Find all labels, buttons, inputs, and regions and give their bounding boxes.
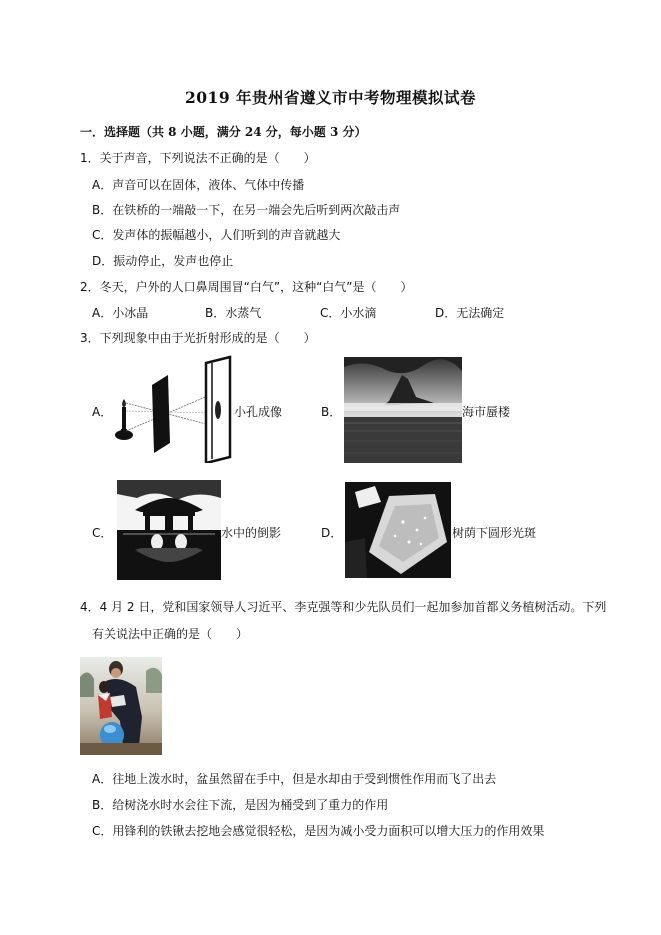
- question-3-option-b-letter: B．: [321, 405, 342, 419]
- question-1-stem: 1．关于声音，下列说法不正确的是（ ）: [80, 151, 316, 165]
- page-title: 2019 年贵州省遵义市中考物理模拟试卷: [184, 88, 477, 107]
- question-3-option-d-caption: 树荫下圆形光斑: [452, 526, 537, 540]
- pinhole-imaging-image: [112, 355, 234, 463]
- question-3-option-c-letter: C．: [92, 526, 113, 540]
- question-3-option-a-letter: A．: [92, 405, 113, 419]
- question-3-option-c-caption: 水中的倒影: [221, 526, 282, 540]
- question-3-option-a-caption: 小孔成像: [234, 405, 283, 419]
- question-4-option-b: B．给树浇水时水会往下流，是因为桶受到了重力的作用: [92, 798, 389, 812]
- question-2-option-d: D．无法确定: [435, 306, 505, 320]
- question-1-option-c: C．发声体的振幅越小，人们听到的声音就越大: [92, 228, 341, 242]
- question-2-option-c: C．小水滴: [320, 306, 377, 320]
- question-4-stem-line-1: 4．4 月 2 日，党和国家领导人习近平、李克强等和少先队员们一起加参加首都义务植树活动。下列: [80, 600, 607, 614]
- tree-planting-photo: [80, 657, 162, 755]
- question-3-option-b-caption: 海市蜃楼: [462, 405, 511, 419]
- question-3-stem: 3．下列现象中由于光折射形成的是（ ）: [80, 331, 316, 345]
- question-4-stem-line-2: 有关说法中正确的是（ ）: [92, 627, 249, 641]
- question-1-option-a: A．声音可以在固体，液体、气体中传播: [92, 178, 305, 192]
- tree-shade-light-spots-image: [345, 482, 451, 578]
- question-4-option-a: A．往地上泼水时，盆虽然留在手中，但是水却由于受到惯性作用而飞了出去: [92, 772, 497, 786]
- question-1-option-d: D．振动停止，发声也停止: [92, 254, 234, 268]
- question-1-option-b: B．在铁桥的一端敲一下，在另一端会先后听到两次敲击声: [92, 203, 401, 217]
- question-2-option-a: A．小冰晶: [92, 306, 149, 320]
- section-heading: 一．选择题（共 8 小题，满分 24 分，每小题 3 分）: [80, 125, 367, 139]
- question-3-option-d-letter: D．: [321, 526, 343, 540]
- question-2-option-b: B．水蒸气: [205, 306, 262, 320]
- question-2-stem: 2．冬天，户外的人口鼻周围冒“白气”，这种“白气”是（ ）: [80, 280, 413, 294]
- question-4-option-c: C．用锋利的铁锹去挖地会感觉很轻松，是因为减小受力面积可以增大压力的作用效果: [92, 824, 545, 838]
- water-reflection-image: [117, 480, 221, 580]
- mirage-image: [344, 357, 462, 463]
